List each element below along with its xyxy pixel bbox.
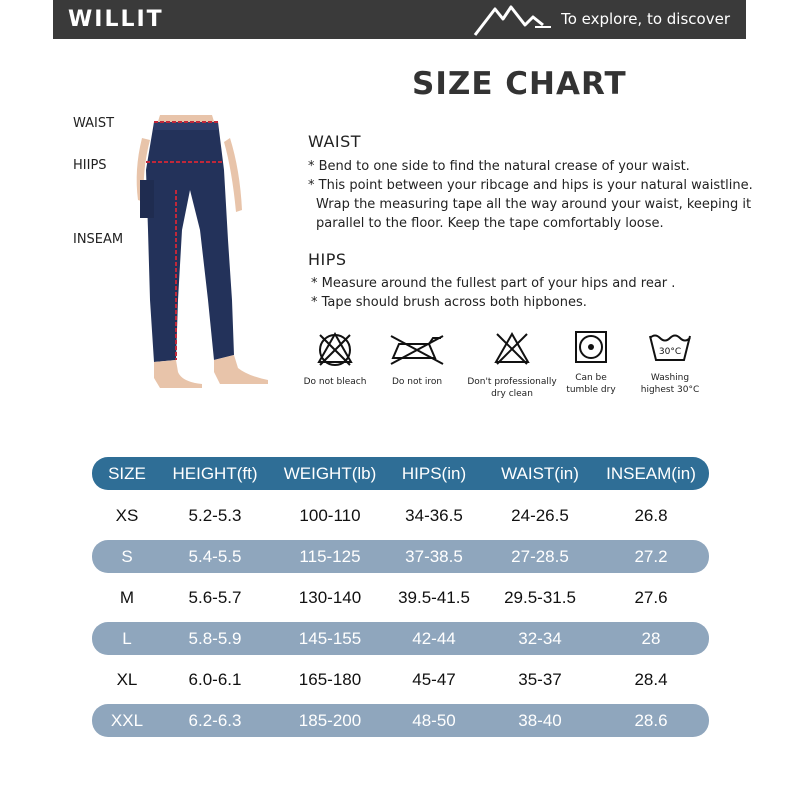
table-cell: 6.0-6.1 — [188, 670, 242, 689]
size-table — [92, 457, 709, 737]
column-header: INSEAM(in) — [606, 464, 696, 483]
care-label: Don't professionally dry clean — [467, 377, 557, 399]
waist-line-2: * This point between your ribcage and hips is your natural waistline. — [308, 178, 753, 193]
table-cell: 5.4-5.5 — [188, 547, 242, 566]
waist-line-3: Wrap the measuring tape all the way around your waist, keeping it — [316, 197, 752, 212]
table-cell: M — [119, 588, 135, 607]
table-cell: 38-40 — [518, 711, 562, 730]
table-cell: XL — [116, 670, 138, 689]
table-cell: L — [122, 629, 132, 648]
table-cell: 29.5-31.5 — [504, 588, 576, 607]
table-cell: 145-155 — [298, 629, 362, 648]
table-header-row — [92, 457, 709, 490]
leggings-figure — [120, 110, 280, 395]
table-cell: 42-44 — [412, 629, 456, 648]
table-cell: XS — [115, 506, 139, 525]
label-waist: WAIST — [73, 116, 115, 131]
table-cell: 27.2 — [634, 547, 668, 566]
table-cell: 48-50 — [412, 711, 456, 730]
tagline: To explore, to discover — [561, 10, 730, 28]
column-header: HIPS(in) — [401, 464, 467, 483]
care-label: Do not bleach — [303, 377, 367, 387]
label-inseam: INSEAM — [73, 232, 124, 247]
table-cell: 28 — [641, 629, 661, 648]
care-no-dry-clean — [467, 330, 557, 400]
table-cell: 24-26.5 — [511, 506, 569, 525]
care-wash-30 — [625, 330, 715, 396]
table-cell: 6.2-6.3 — [188, 711, 242, 730]
column-header: SIZE — [108, 464, 146, 483]
table-cell: 130-140 — [298, 588, 362, 607]
header-bar — [53, 0, 746, 39]
care-tumble-dry — [546, 330, 636, 396]
care-no-iron — [372, 330, 462, 388]
table-cell: S — [121, 547, 133, 566]
hips-line-2: * Tape should brush across both hipbones. — [311, 295, 587, 310]
waist-line-1: * Bend to one side to find the natural crease of your waist. — [308, 159, 690, 174]
no-iron-icon — [389, 330, 445, 368]
mountain-icon — [473, 3, 563, 37]
care-label: Can be tumble dry — [566, 373, 616, 395]
table-cell: 35-37 — [518, 670, 562, 689]
care-no-bleach — [290, 330, 380, 388]
table-cell: 165-180 — [298, 670, 362, 689]
table-cell: 100-110 — [299, 506, 361, 525]
tumble-dry-icon — [574, 330, 608, 364]
table-row — [92, 622, 709, 655]
table-cell: 26.8 — [634, 506, 668, 525]
hips-heading: HIPS — [308, 250, 347, 269]
no-dry-clean-icon — [493, 330, 531, 368]
table-cell: 185-200 — [298, 711, 362, 730]
wash-temperature: 30°C — [658, 347, 682, 357]
waist-heading: WAIST — [308, 132, 362, 151]
table-row — [92, 499, 709, 532]
table-cell: 5.6-5.7 — [188, 588, 242, 607]
table-cell: 5.8-5.9 — [188, 629, 242, 648]
table-cell: 27-28.5 — [511, 547, 569, 566]
table-cell: 28.4 — [634, 670, 668, 689]
table-cell: XXL — [110, 711, 144, 730]
care-label: Washing highest 30°C — [640, 373, 700, 395]
hips-line-1: * Measure around the fullest part of your hips and rear . — [311, 276, 676, 291]
waist-line-4: parallel to the floor. Keep the tape comfortably loose. — [316, 216, 664, 231]
table-cell: 27.6 — [634, 588, 668, 607]
table-cell: 32-34 — [518, 629, 562, 648]
column-header: WAIST(in) — [501, 464, 579, 483]
table-cell: 45-47 — [412, 670, 456, 689]
column-header: WEIGHT(lb) — [283, 464, 377, 483]
table-row — [92, 663, 709, 696]
table-cell: 37-38.5 — [405, 547, 463, 566]
table-row — [92, 581, 709, 614]
page-title: SIZE CHART — [412, 66, 627, 102]
label-hips: HIIPS — [73, 158, 107, 173]
table-row — [92, 540, 709, 573]
table-row — [92, 704, 709, 737]
care-label: Do not iron — [391, 377, 443, 387]
column-header: HEIGHT(ft) — [172, 464, 258, 483]
table-cell: 39.5-41.5 — [398, 588, 470, 607]
table-cell: 115-125 — [299, 547, 361, 566]
table-cell: 5.2-5.3 — [188, 506, 242, 525]
brand-name: WILLIT — [68, 7, 164, 32]
table-cell: 34-36.5 — [405, 506, 463, 525]
wash-30-icon — [647, 330, 693, 364]
table-cell: 28.6 — [634, 711, 668, 730]
no-bleach-icon — [316, 330, 354, 368]
